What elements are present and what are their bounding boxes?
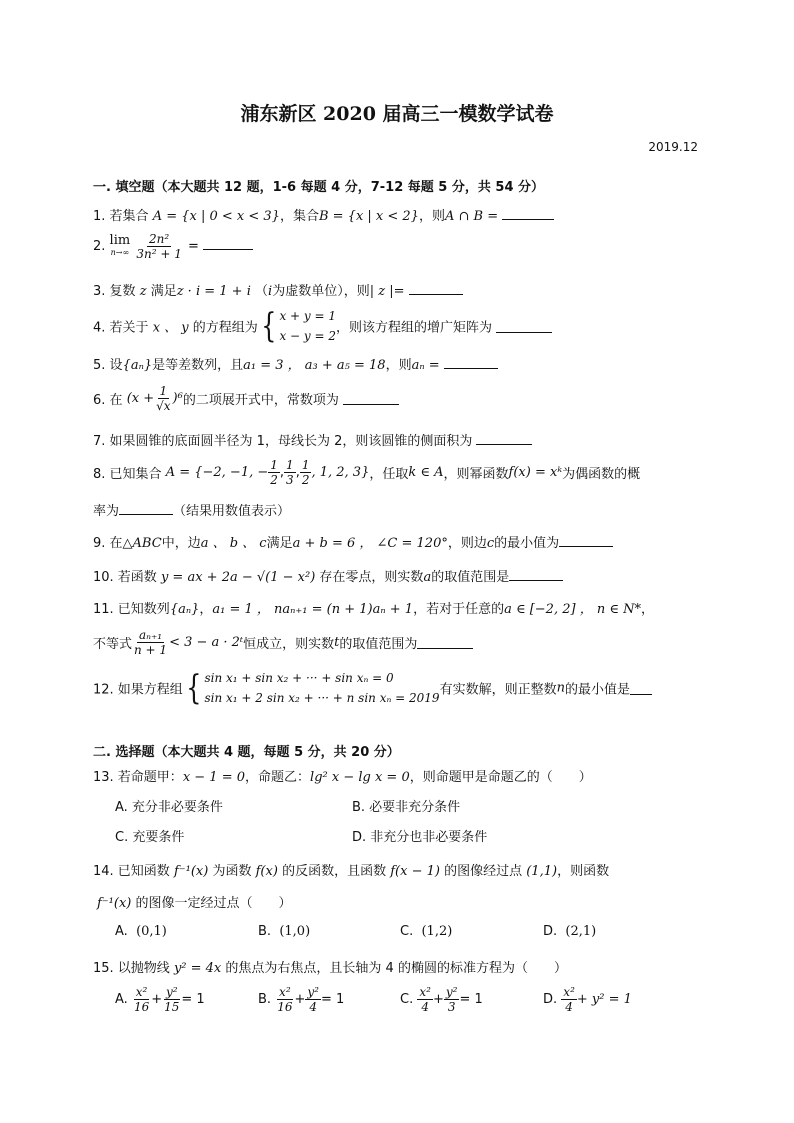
question-8-line2: 率为 （结果用数值表示） <box>93 504 291 519</box>
question-11: 11. 已知数列{aₙ}，a₁ = 1 ， naₙ₊₁ = (n + 1)aₙ + 1，若对于任意的a ∈ [−2, 2] ， n ∈ N*， <box>93 602 654 617</box>
section2-heading: 二. 选择题（本大题共 4 题，每题 5 分，共 20 分） <box>93 745 400 760</box>
answer-blank <box>502 207 554 220</box>
option-14b: B. (1,0) <box>258 924 311 939</box>
option-14c: C. (1,2) <box>400 924 453 939</box>
option-15a: A. $\frac{\text{x²}}{16}$ + $\frac{\text{y²}}{15}$ = 1 <box>115 985 205 1014</box>
question-14: 14. 已知函数 f⁻¹(x) 为函数 f(x) 的反函数，且函数 f(x − 1) 的图像经过点 (1,1)，则函数 <box>93 864 610 879</box>
question-8: 8. 已知集合 A = {−2, −1, − $\frac{1}{2}$ , $\frac{1}{3}$ , $\frac{1}{2}$ , 1, 2, 3}，任取k ∈ A，则幂函数f(x) = xᵏ为偶函数的概 <box>93 458 641 487</box>
question-13: 13. 若命题甲：x − 1 = 0，命题乙：lg² x − lg x = 0，则命题甲是命题乙的（ ） <box>93 770 592 785</box>
answer-blank <box>417 636 473 649</box>
option-13c: C. 充要条件 <box>115 830 185 845</box>
option-13d: D. 非充分也非必要条件 <box>352 830 488 845</box>
answer-blank <box>444 356 498 369</box>
option-15c: C. $\frac{\text{x²}}{4}$ + $\frac{\text{y²}}{3}$ = 1 <box>400 985 483 1014</box>
question-9: 9. 在△ABC中，边a 、 b 、 c满足a + b = 6 ， ∠C = 120°，则边c的最小值为 <box>93 532 613 551</box>
page-title: 浦东新区 2020 届高三一模数学试卷 <box>240 103 554 125</box>
question-7: 7. 如果圆锥的底面圆半径为 1，母线长为 2，则该圆锥的侧面积为 <box>93 430 532 449</box>
section1-heading: 一. 填空题（本大题共 12 题，1-6 每题 4 分，7-12 每题 5 分，共 54 分） <box>93 180 545 195</box>
question-11-line2: 不等式 $\frac{\text{aₙ₊₁}}{n + 1}$ < 3 − a · 2ᵗ恒成立，则实数t的取值范围为 <box>93 628 473 657</box>
answer-blank <box>630 682 652 695</box>
question-6: 6. 在 (x + $\frac{1}{√x}$ )⁶的二项展开式中，常数项为 <box>93 384 399 413</box>
answer-blank <box>119 502 173 515</box>
question-12: 12. 如果方程组{ sin x₁ + sin x₂ + ··· + sin xₙ = 0 sin x₁ + 2 sin x₂ + ··· + n sin xₙ = 2019 有实数解，则正整数n的最小值是 <box>93 668 652 708</box>
question-2: 2. lim n→∞ $\frac{\text{2n²}}{\text{3n² + 1}}$ = <box>93 232 253 261</box>
option-13a: A. 充分非必要条件 <box>115 800 223 815</box>
answer-blank <box>203 237 253 250</box>
question-5: 5. 设{aₙ}是等差数列，且a₁ = 3 ， a₃ + a₅ = 18，则aₙ = <box>93 354 498 373</box>
answer-blank <box>476 432 532 445</box>
answer-blank <box>559 534 613 547</box>
answer-blank <box>496 320 552 333</box>
option-14d: D. (2,1) <box>543 924 597 939</box>
question-10: 10. 若函数 y = ax + 2a − √(1 − x²) 存在零点，则实数a的取值范围是 <box>93 566 563 585</box>
option-13b: B. 必要非充分条件 <box>352 800 461 815</box>
question-4: 4. 若关于 x 、 y 的方程组为{ x + y = 1 x − y = 2 ，则该方程组的增广矩阵为 <box>93 306 552 346</box>
question-3: 3. 复数 z 满足z · i = 1 + i （i为虚数单位），则| z |= <box>93 280 463 299</box>
option-15d: D. $\frac{\text{x²}}{4}$ + y² = 1 <box>543 985 632 1014</box>
answer-blank <box>409 282 463 295</box>
exam-date: 2019.12 <box>648 140 698 154</box>
answer-blank <box>509 568 563 581</box>
answer-blank <box>343 392 399 405</box>
question-15: 15. 以抛物线 y² = 4x 的焦点为右焦点，且长轴为 4 的椭圆的标准方程为（ ） <box>93 961 567 976</box>
option-15b: B. $\frac{\text{x²}}{16}$ + $\frac{\text{y²}}{4}$ = 1 <box>258 985 345 1014</box>
question-14-line2: f⁻¹(x) 的图像一定经过点（ ） <box>97 896 292 911</box>
question-1: 1. 若集合 A = {x | 0 < x < 3}，集合B = {x | x < 2}，则A ∩ B = <box>93 205 554 224</box>
option-14a: A. (0,1) <box>115 924 167 939</box>
